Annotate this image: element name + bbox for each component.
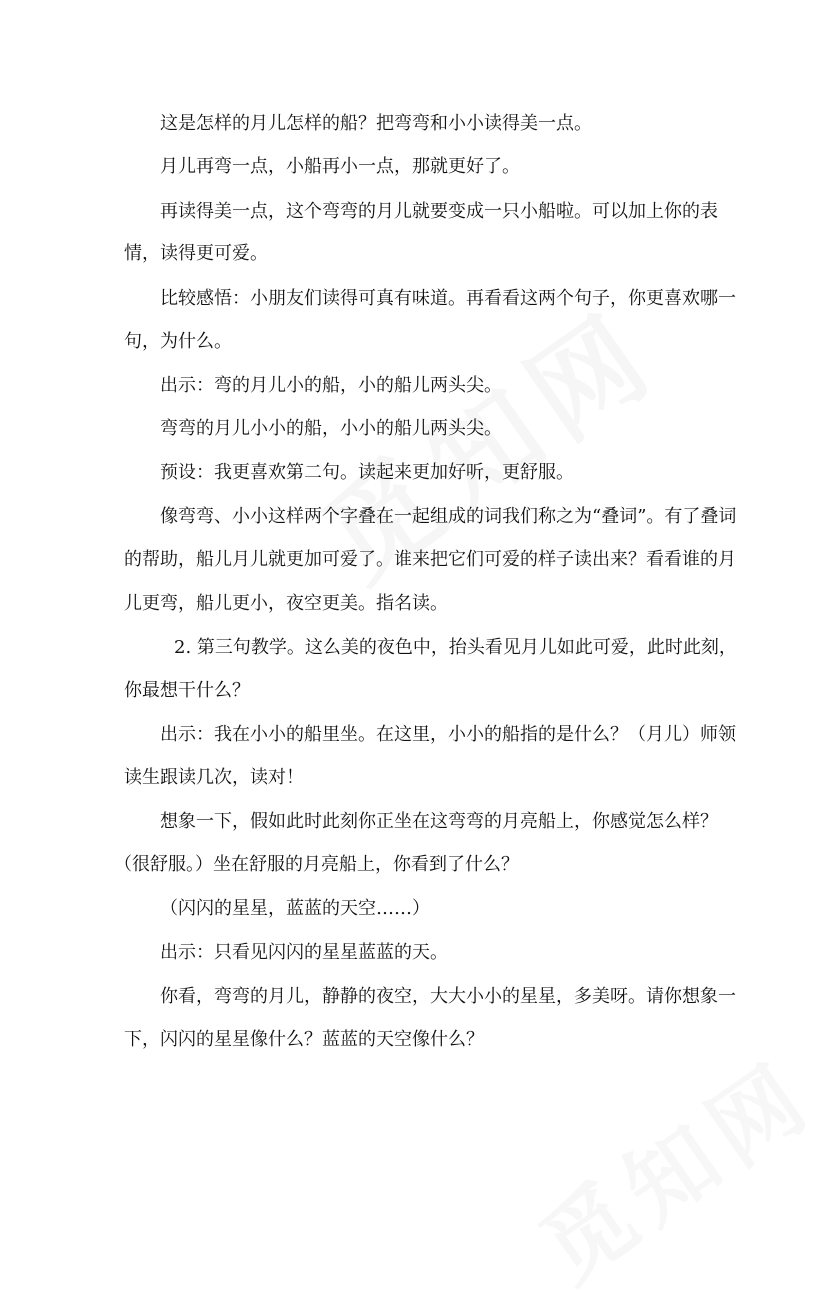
paragraph-line: 下，闪闪的星星像什么？蓝蓝的天空像什么？ bbox=[124, 1029, 484, 1050]
paragraph-line: （很舒服。）坐在舒服的月亮船上，你看到了什么？ bbox=[114, 854, 519, 875]
paragraph-line: 的帮助，船儿月儿就更加可爱了。谁来把它们可爱的样子读出来？看看谁的月 bbox=[124, 549, 736, 570]
paragraph-line: 出示：我在小小的船里坐。在这里，小小的船指的是什么？（月儿）师领 bbox=[160, 724, 736, 745]
paragraph-line: 读生跟读几次，读对！ bbox=[124, 767, 304, 788]
paragraph-line: 2. 第三句教学。这么美的夜色中，抬头看见月儿如此可爱，此时此刻， bbox=[174, 637, 737, 658]
paragraph-line: 情，读得更可爱。 bbox=[124, 243, 268, 264]
paragraph-line: 弯弯的月儿小小的船，小小的船儿两头尖。 bbox=[160, 418, 502, 439]
paragraph-line: 像弯弯、小小这样两个字叠在一起组成的词我们称之为“叠词”。有了叠词 bbox=[160, 506, 737, 527]
paragraph-line: 你看，弯弯的月儿，静静的夜空，大大小小的星星，多美呀。请你想象一 bbox=[160, 986, 736, 1007]
paragraph-line: 你最想干什么？ bbox=[124, 680, 250, 701]
paragraph-line: 句，为什么。 bbox=[124, 331, 232, 352]
paragraph-line: 比较感悟：小朋友们读得可真有味道。再看看这两个句子，你更喜欢哪一 bbox=[160, 288, 736, 309]
paragraph-line: 这是怎样的月儿怎样的船？把弯弯和小小读得美一点。 bbox=[160, 113, 592, 134]
paragraph-line: 预设：我更喜欢第二句。读起来更加好听，更舒服。 bbox=[160, 462, 574, 483]
paragraph-line: 儿更弯，船儿更小，夜空更美。指名读。 bbox=[124, 593, 448, 614]
paragraph-line: 再读得美一点，这个弯弯的月儿就要变成一只小船啦。可以加上你的表 bbox=[160, 201, 718, 222]
paragraph-line: 月儿再弯一点，小船再小一点，那就更好了。 bbox=[160, 156, 520, 177]
paragraph-line: 出示：弯的月儿小的船，小的船儿两头尖。 bbox=[160, 375, 502, 396]
paragraph-line: 想象一下，假如此时此刻你正坐在这弯弯的月亮船上，你感觉怎么样？ bbox=[160, 811, 718, 832]
paragraph-line: （闪闪的星星，蓝蓝的天空……） bbox=[160, 898, 430, 919]
paragraph-line: 出示：只看见闪闪的星星蓝蓝的天。 bbox=[160, 942, 448, 963]
